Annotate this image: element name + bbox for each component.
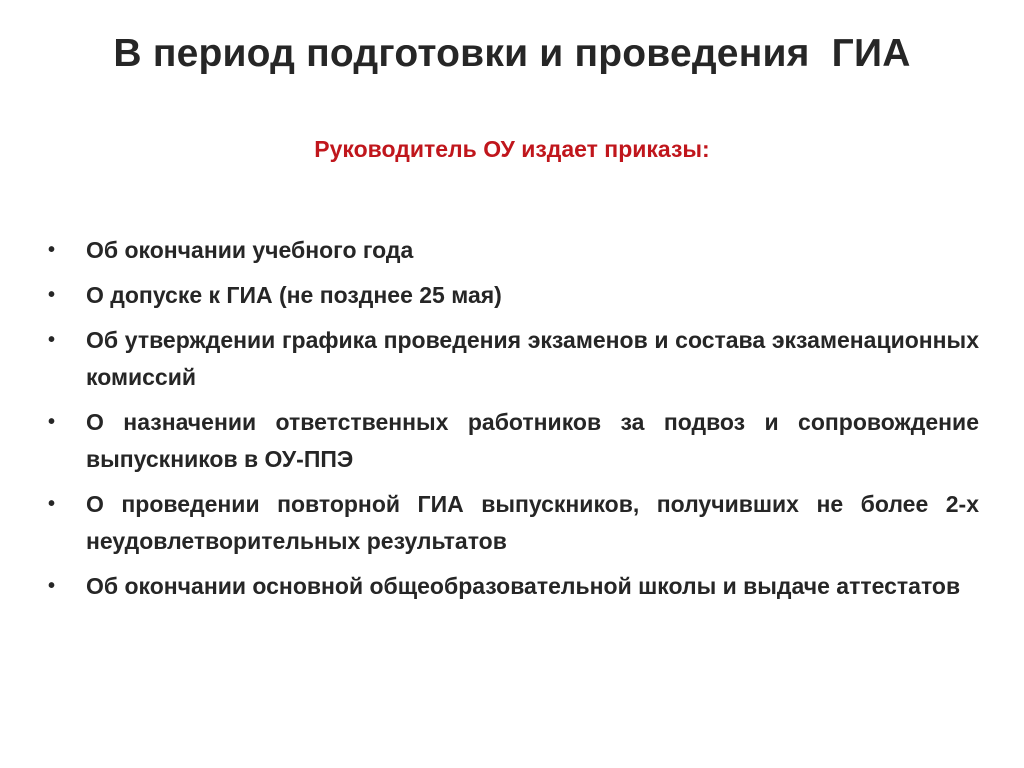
bullet-icon: • <box>48 411 56 433</box>
bullet-text: О назначении ответственных работников за подвоз и сопровождение выпускников в ОУ-ППЭ <box>86 409 979 472</box>
bullet-text: О проведении повторной ГИА выпускников, получивших не более 2-х неудовлетворительных результатов <box>86 491 979 554</box>
bullet-icon: • <box>48 329 56 351</box>
slide-title: В период подготовки и проведения ГИА <box>113 32 911 75</box>
bullet-icon: • <box>48 575 56 597</box>
bullet-item <box>44 322 979 396</box>
bullet-item <box>44 277 979 314</box>
bullet-item <box>44 404 979 478</box>
bullet-item <box>44 232 979 269</box>
bullet-icon: • <box>48 239 56 261</box>
slide-subtitle: Руководитель ОУ издает приказы: <box>314 136 710 162</box>
bullet-text: Об окончании основной общеобразовательной школы и выдаче аттестатов <box>86 573 961 599</box>
bullet-list <box>44 232 979 613</box>
bullet-text: Об окончании учебного года <box>86 237 414 263</box>
bullet-icon: • <box>48 284 56 306</box>
bullet-item <box>44 568 979 605</box>
bullet-text: Об утверждении графика проведения экзаменов и состава экзаменационных комиссий <box>86 327 979 390</box>
bullet-text: О допуске к ГИА (не позднее 25 мая) <box>86 282 502 308</box>
bullet-icon: • <box>48 493 56 515</box>
bullet-item <box>44 486 979 560</box>
